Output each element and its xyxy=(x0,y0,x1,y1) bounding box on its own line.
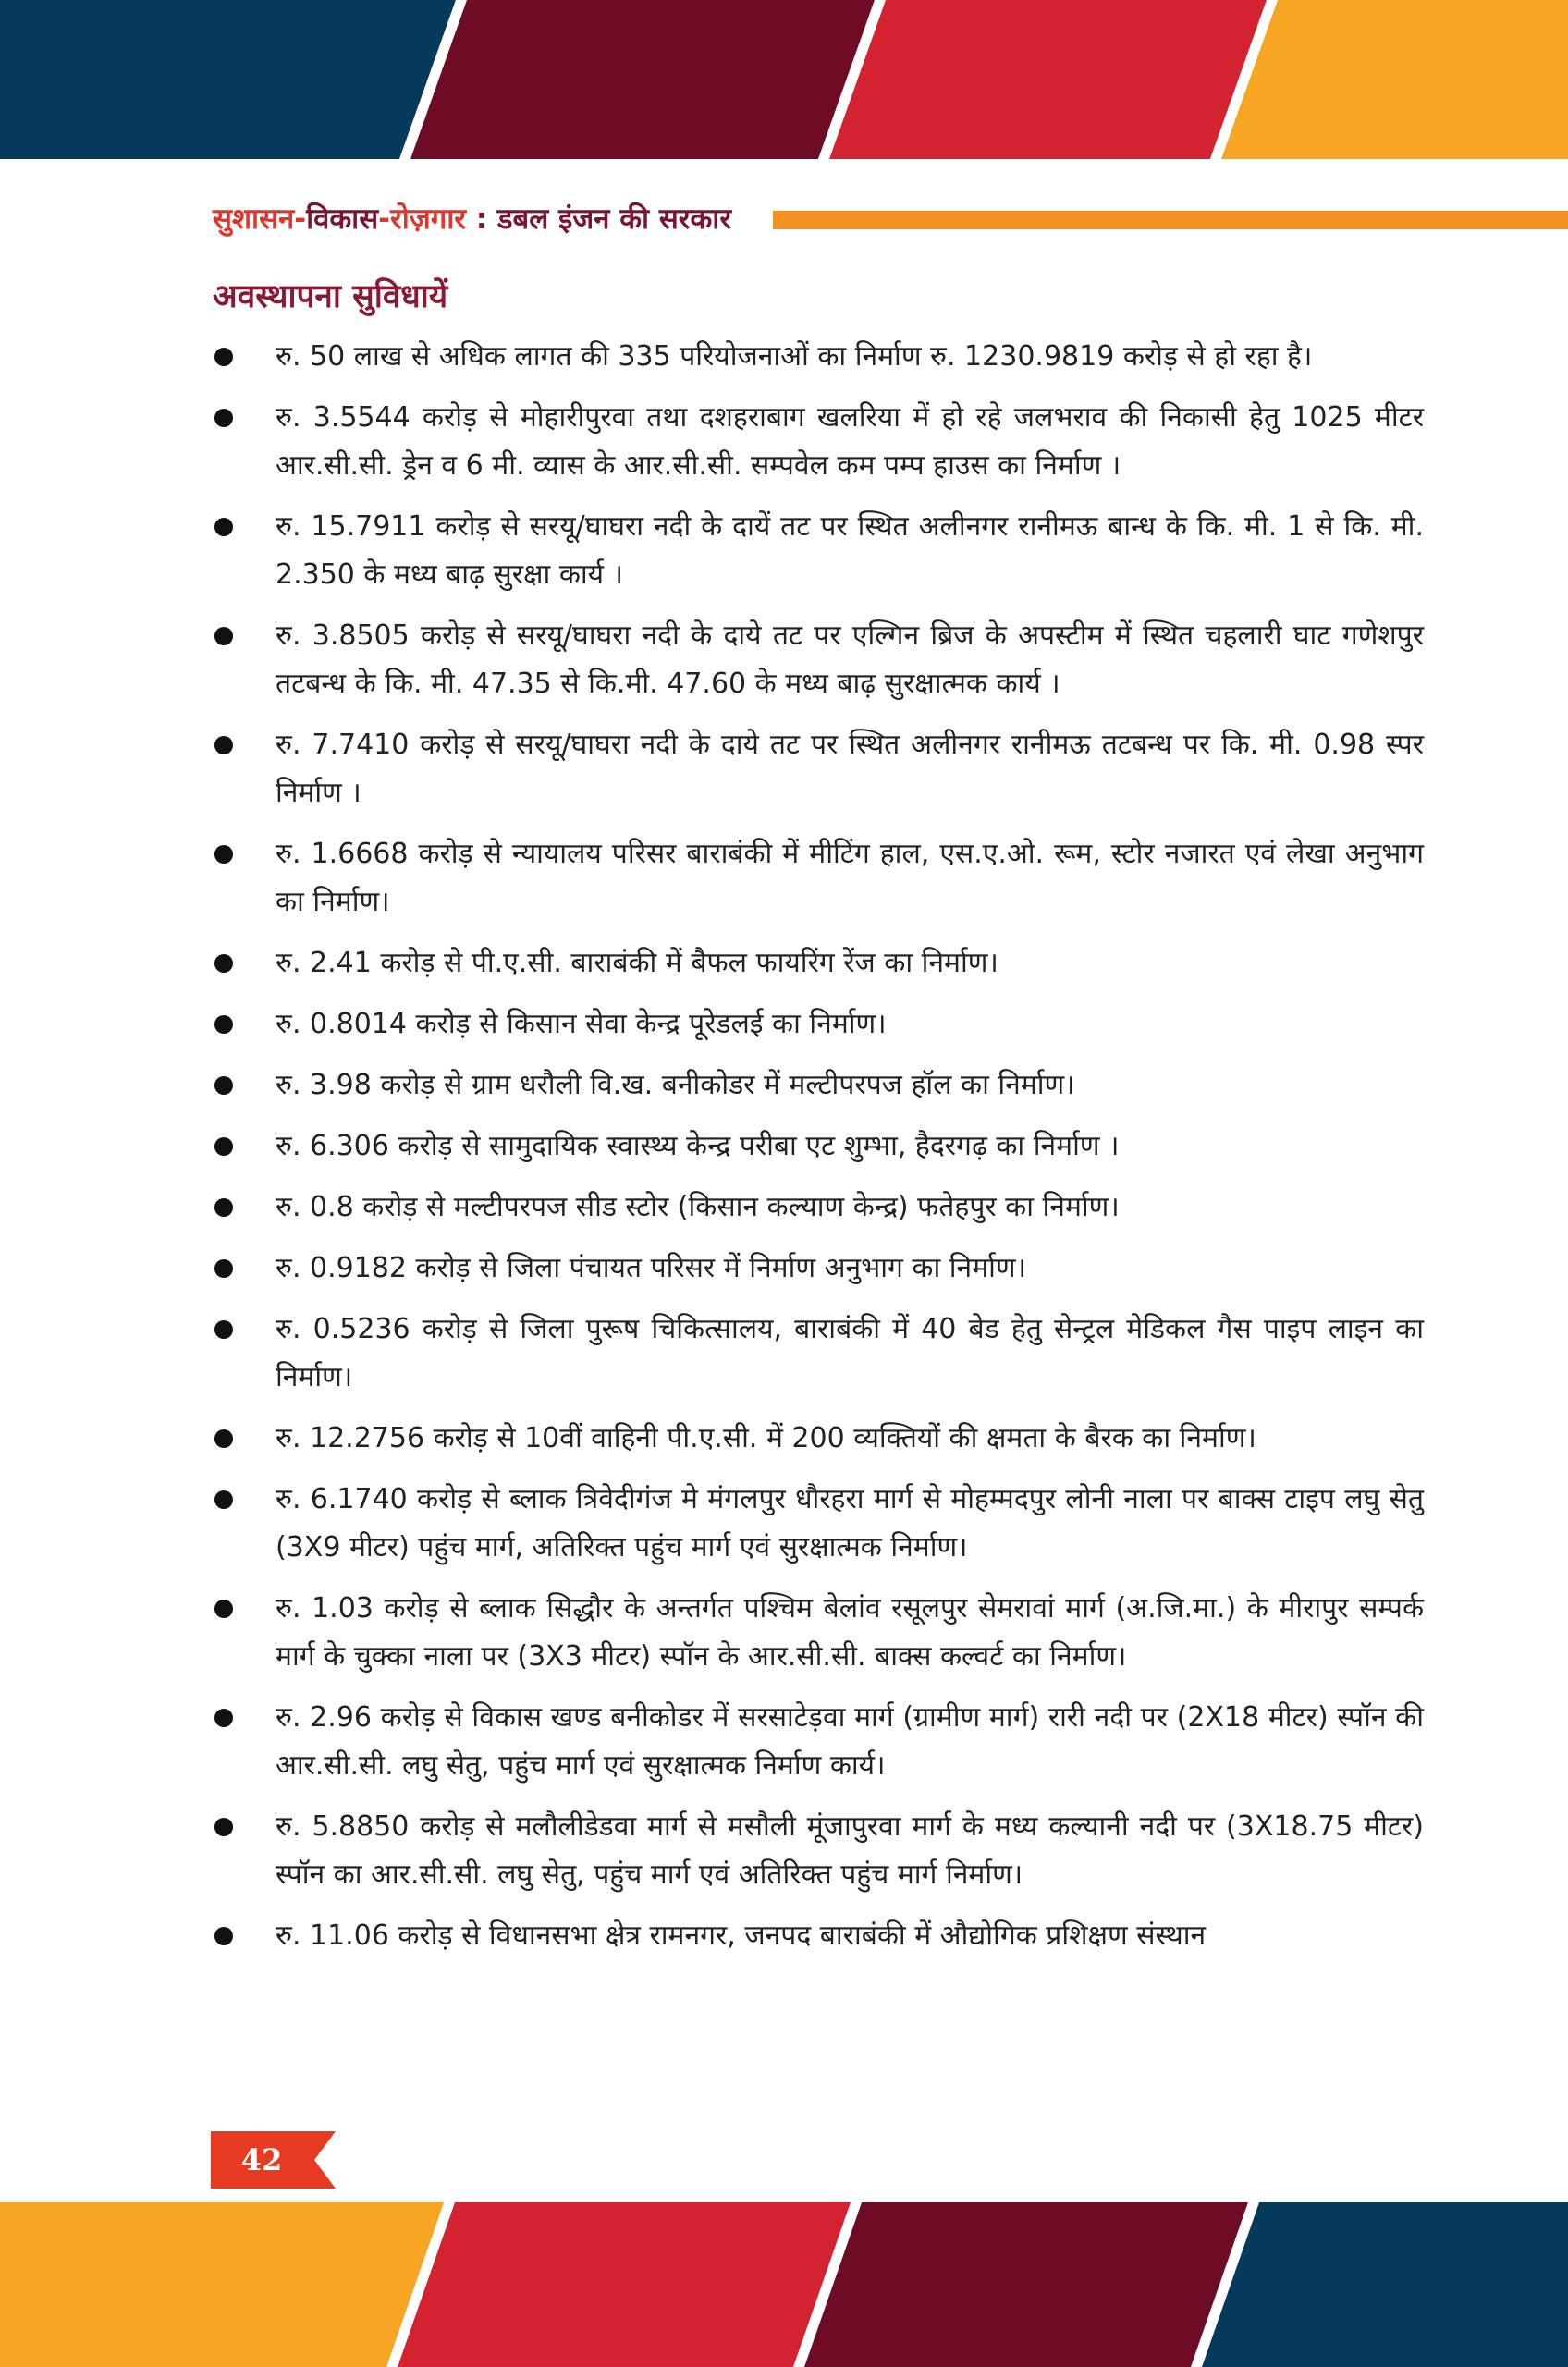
list-item-text: रु. 3.5544 करोड़ से मोहारीपुरवा तथा दशहराबाग खलरिया में हो रहे जलभराव की निकासी हेतु 1025 मीटर आर.सी.सी. ड्रेन व 6 मी. व्यास के आर.सी.सी. सम्पवेल कम पम्प हाउस का निर्माण । xyxy=(276,401,1424,482)
list-item-text: रु. 7.7410 करोड़ से सरयू/घाघरा नदी के दाये तट पर स्थित अलीनगर रानीमऊ तटबन्ध पर कि. मी. 0.98 स्पर निर्माण । xyxy=(276,729,1424,809)
bullet-icon xyxy=(214,1015,233,1034)
bullet-icon xyxy=(214,348,233,366)
bullet-icon xyxy=(214,409,233,427)
section-title: अवस्थापना सुविधायें xyxy=(213,278,448,315)
bullet-icon xyxy=(214,736,233,754)
list-item-text: रु. 15.7911 करोड़ से सरयू/घाघरा नदी के दायें तट पर स्थित अलीनगर रानीमऊ बान्ध के कि. मी. 1 से कि. मी. 2.350 के मध्य बाढ़ सुरक्षा कार्य । xyxy=(276,510,1424,591)
bottom-color-band xyxy=(0,2202,1568,2367)
bullet-icon xyxy=(214,1429,233,1448)
list-item-text: रु. 0.9182 करोड़ से जिला पंचायत परिसर में निर्माण अनुभाग का निर्माण। xyxy=(276,1252,1026,1284)
page-header xyxy=(213,196,1424,242)
list-item xyxy=(211,612,1424,708)
list-item xyxy=(211,939,1424,987)
list-item xyxy=(211,721,1424,817)
header-title-part3: रोज़गार xyxy=(390,202,466,236)
list-item-text: रु. 1.6668 करोड़ से न्यायालय परिसर बाराबंकी में मीटिंग हाल, एस.ए.ओ. रूम, स्टोर नजारत एवं लेखा अनुभाग का निर्माण। xyxy=(276,838,1424,918)
list-item xyxy=(211,1694,1424,1790)
list-item-text: रु. 6.306 करोड़ से सामुदायिक स्वास्थ्य केन्द्र परीबा एट शुम्भा, हैदरगढ़ का निर्माण । xyxy=(276,1130,1120,1162)
header-title xyxy=(213,196,731,242)
bullet-icon xyxy=(214,954,233,973)
header-title-part1: सुशासन xyxy=(213,202,295,236)
list-item xyxy=(211,1803,1424,1899)
bullet-icon xyxy=(214,1818,233,1836)
bullet-icon xyxy=(214,1709,233,1727)
list-item xyxy=(211,1476,1424,1572)
list-item xyxy=(211,394,1424,490)
list-item-text: रु. 0.8014 करोड़ से किसान सेवा केन्द्र पूरेडलई का निर्माण। xyxy=(276,1008,887,1040)
bullet-icon xyxy=(214,1259,233,1278)
header-title-sep2: - xyxy=(378,202,391,236)
bullet-icon xyxy=(214,1198,233,1217)
list-item xyxy=(211,1245,1424,1293)
bullet-icon xyxy=(214,845,233,864)
bullet-icon xyxy=(214,1600,233,1618)
list-item xyxy=(211,1184,1424,1232)
list-item xyxy=(211,1585,1424,1681)
list-item xyxy=(211,1000,1424,1049)
header-rule xyxy=(773,211,1568,229)
bullet-icon xyxy=(214,518,233,536)
top-color-band xyxy=(0,0,1568,159)
list-item-text: रु. 50 लाख से अधिक लागत की 335 परियोजनाओं का निर्माण रु. 1230.9819 करोड़ से हो रहा है। xyxy=(276,340,1313,373)
list-item-text: रु. 11.06 करोड़ से विधानसभा क्षेत्र रामनगर, जनपद बाराबंकी में औद्योगिक प्रशिक्षण संस्थान xyxy=(276,1919,1207,1952)
bullet-list xyxy=(211,333,1424,1973)
list-item-text: रु. 1.03 करोड़ से ब्लाक सिद्धौर के अन्तर्गत पश्चिम बेलांव रसूलपुर सेमरावां मार्ग (अ.जि.मा.) के मीरापुर सम्पर्क मार्ग के चुक्का नाला पर (3X3 मीटर) स्पॉन के आर.सी.सी. बाक्स कल्वर्ट का निर्माण। xyxy=(276,1592,1424,1673)
list-item-text: रु. 0.5236 करोड़ से जिला पुरूष चिकित्सालय, बाराबंकी में 40 बेड हेतु सेन्ट्रल मेडिकल गैस पाइप लाइन का निर्माण। xyxy=(276,1313,1424,1393)
list-item xyxy=(211,503,1424,599)
page-number: 42 xyxy=(240,2142,283,2177)
list-item-text: रु. 12.2756 करोड़ से 10वीं वाहिनी पी.ए.सी. में 200 व्यक्तियों की क्षमता के बैरक का निर्माण। xyxy=(276,1422,1256,1454)
list-item-text: रु. 3.98 करोड़ से ग्राम धरौली वि.ख. बनीकोडर में मल्टीपरपज हॉल का निर्माण। xyxy=(276,1069,1075,1101)
list-item xyxy=(211,1122,1424,1171)
header-title-part2: विकास xyxy=(306,202,379,236)
list-item xyxy=(211,1061,1424,1110)
bullet-icon xyxy=(214,1076,233,1095)
list-item-text: रु. 3.8505 करोड़ से सरयू/घाघरा नदी के दाये तट पर एल्गिन ब्रिज के अपस्टीम में स्थित चहलारी घाट गणेशपुर तटबन्ध के कि. मी. 47.35 से कि.मी. 47.60 के मध्य बाढ़ सुरक्षात्मक कार्य । xyxy=(276,619,1424,700)
list-item xyxy=(211,1306,1424,1402)
list-item-text: रु. 6.1740 करोड़ से ब्लाक त्रिवेदीगंज मे मंगलपुर धौरहरा मार्ग से मोहम्मदपुर लोनी नाला पर बाक्स टाइप लघु सेतु (3X9 मीटर) पहुंच मार्ग, अतिरिक्त पहुंच मार्ग एवं सुरक्षात्मक निर्माण। xyxy=(276,1483,1424,1564)
header-title-sep1: - xyxy=(294,202,307,236)
header-title-rest: : डबल इंजन की सरकार xyxy=(465,202,732,236)
list-item-text: रु. 2.41 करोड़ से पी.ए.सी. बाराबंकी में बैफल फायरिंग रेंज का निर्माण। xyxy=(276,947,998,979)
list-item xyxy=(211,830,1424,926)
list-item-text: रु. 0.8 करोड़ से मल्टीपरपज सीड स्टोर (किसान कल्याण केन्द्र) फतेहपुर का निर्माण। xyxy=(276,1191,1120,1223)
list-item xyxy=(211,333,1424,381)
page-number-tab xyxy=(211,2131,336,2189)
list-item xyxy=(211,1415,1424,1463)
bullet-icon xyxy=(214,1320,233,1339)
bullet-icon xyxy=(214,627,233,645)
bullet-icon xyxy=(214,1490,233,1509)
bullet-icon xyxy=(214,1137,233,1156)
list-item xyxy=(211,1912,1424,1960)
list-item-text: रु. 5.8850 करोड़ से मलौलीडेडवा मार्ग से मसौली मूंजापुरवा मार्ग के मध्य कल्यानी नदी पर (3X18.75 मीटर) स्पॉन का आर.सी.सी. लघु सेतु, पहुंच मार्ग एवं अतिरिक्त पहुंच मार्ग निर्माण। xyxy=(276,1810,1424,1891)
list-item-text: रु. 2.96 करोड़ से विकास खण्ड बनीकोडर में सरसाटेड़वा मार्ग (ग्रामीण मार्ग) रारी नदी पर (2X18 मीटर) स्पॉन की आर.सी.सी. लघु सेतु, पहुंच मार्ग एवं सुरक्षात्मक निर्माण कार्य। xyxy=(276,1701,1424,1782)
bullet-icon xyxy=(214,1927,233,1945)
